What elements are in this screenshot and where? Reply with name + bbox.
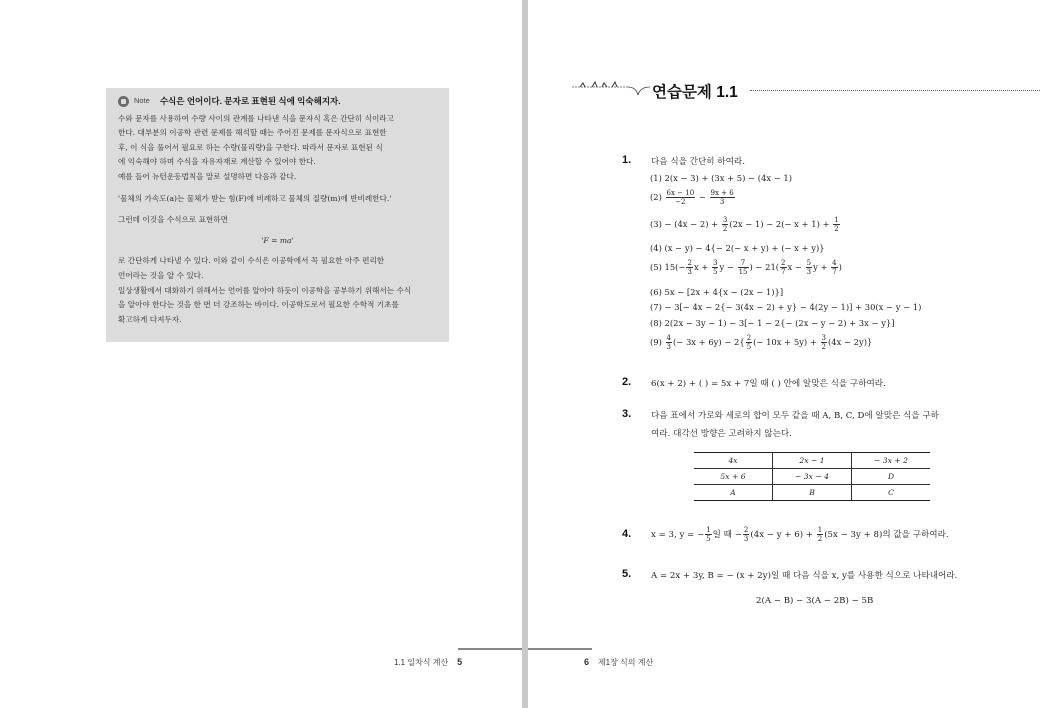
fraction: $\frac{4}{3}$ (666, 334, 672, 351)
fraction: $\frac{4}{7}$ (832, 259, 837, 276)
subproblem-2 (650, 189, 736, 206)
problem-text: A = 2x + 3y, B = − (x + 2y)일 때 다음 식을 x, y를 사용한 식으로 나타내어라. (651, 571, 958, 581)
problem-number: 2. (622, 376, 632, 388)
subproblem-8: (8) 2(2x − 3y − 1) − 3[− 1 − 2{− (2x − y − 2) + 3x − y}] (650, 318, 895, 328)
header-dotted-rule (750, 90, 1040, 91)
note-line: 한다. 대부분의 이공학 관련 문제를 해석할 때는 주어진 문제를 문자식으로 표현한 (118, 128, 387, 138)
fraction: $\frac{1}{5}$ (706, 526, 711, 543)
footer-left (394, 657, 462, 668)
note-line: 예를 들어 뉴턴운동법칙을 말로 설명하면 다음과 같다. (118, 171, 297, 181)
note-box (106, 88, 449, 342)
header-decoration-icon (572, 79, 652, 101)
table-cell: A (694, 485, 773, 501)
fraction: $\frac{6x - 10}{-2}$ (666, 189, 695, 206)
problem-text: 6(x + 2) + ( ) = 5x + 7일 때 ( ) 안에 알맞은 식을 구하여라. (651, 379, 886, 389)
table-cell: 4x (694, 453, 773, 469)
problem-number: 5. (622, 568, 632, 580)
problem-5-expression: 2(A − B) − 3(A − 2B) − 5B (756, 596, 874, 606)
fraction: $\frac{3}{2}$ (722, 216, 728, 233)
note-tag: Note (134, 96, 150, 105)
subproblem-5: (5) 15(− $\frac{2}{3}$ x + $\frac{3}{5}$ y − $\frac{7}{15}$ ) − 21( $\frac{2}{7}$ x − $\frac{5}{3}$ y + $\frac{4}{7}$ ) (650, 259, 842, 276)
problem-number: 1. (622, 154, 632, 166)
problem-number: 4. (622, 528, 632, 540)
note-title: 수식은 언어이다. 문자로 표현된 식에 익숙해지자. (159, 96, 341, 106)
subproblem-6: (6) 5x − [2x + 4{x − (2x − 1)}] (650, 287, 784, 297)
note-formula: 'F = ma' (261, 235, 294, 245)
fraction: $\frac{5}{3}$ (806, 259, 812, 276)
subproblem-9: (9) $\frac{4}{3}$ (− 3x + 6y) − 2{ $\frac{2}{5}$ (− 10x + 5y) + $\frac{3}{2}$ (4x − 2y)} (650, 334, 873, 351)
note-line: 로 간단하게 나타낼 수 있다. 이와 같이 수식은 이공학에서 꼭 필요한 아주 편리한 (118, 256, 385, 266)
table-cell: − 3x − 4 (773, 469, 852, 485)
footer-right (584, 657, 653, 668)
table-cell: B (773, 485, 852, 501)
problem-text: x = 3, y = − $\frac{1}{5}$ 일 때 − $\frac{2}{3}$ (4x − y + 6) + $\frac{1}{2}$ (5x − 3y + 8)의 값을 구하여라. (651, 526, 949, 543)
problem-text: 여라. 대각선 방향은 고려하지 않는다. (651, 429, 792, 439)
table-row (694, 485, 930, 501)
table-cell: D (852, 469, 931, 485)
note-line: 후, 이 식을 풀어서 필요로 하는 수량(물리량)을 구한다. 따라서 문자로 표현된 식 (118, 142, 383, 152)
note-line: 확고하게 다져두자. (118, 314, 182, 324)
page-number-right: 6 (584, 657, 590, 667)
sum-table (694, 452, 930, 501)
fraction: $\frac{3}{5}$ (713, 259, 718, 276)
table-cell: − 3x + 2 (852, 453, 931, 469)
table-cell: 2x − 1 (773, 453, 852, 469)
note-intro: 그런데 이것을 수식으로 표현하면 (118, 215, 228, 225)
page-number-left: 5 (457, 657, 463, 667)
fraction: $\frac{3}{2}$ (821, 334, 826, 351)
sub-label: (2) (650, 192, 662, 202)
footer-rule-right (528, 648, 592, 650)
note-line: 일상생활에서 대화하기 위해서는 언어를 알아야 하듯이 이공학을 공부하기 위해서는 수식 (118, 285, 412, 295)
note-icon (118, 96, 129, 107)
subproblem-1: (1) 2(x − 3) + (3x + 5) − (4x − 1) (650, 173, 792, 183)
note-line: 을 알아야 한다는 것을 한 번 더 강조하는 바이다. 이공학도로서 필요한 수학적 기초를 (118, 300, 399, 310)
fraction: $\frac{2}{3}$ (743, 526, 749, 543)
table-row (694, 469, 930, 485)
note-line: 수와 문자를 사용하여 수량 사이의 관계를 나타낸 식을 문자식 혹은 간단히 식이라고 (118, 113, 394, 123)
operator: − (698, 192, 706, 202)
fraction: $\frac{2}{3}$ (687, 259, 692, 276)
problem-text: 다음 식을 간단히 하여라. (651, 157, 745, 167)
problem-number: 3. (622, 408, 632, 420)
fraction: $\frac{1}{2}$ (817, 526, 823, 543)
section-title: 연습문제 1.1 (652, 84, 738, 101)
note-line: 언어라는 것을 알 수 있다. (118, 270, 204, 280)
subproblem-7: (7) − 3[− 4x − 2{− 3(4x − 2) + y} − 4(2y − 1)] + 30(x − y − 1) (650, 302, 922, 312)
fraction: $\frac{9x + 6}{3}$ (710, 189, 734, 206)
fraction: $\frac{7}{15}$ (738, 259, 748, 276)
fraction: $\frac{2}{5}$ (746, 334, 752, 351)
subproblem-3: (3) − (4x − 2) + $\frac{3}{2}$ (2x − 1) − 2(− x + 1) + $\frac{1}{2}$ (650, 216, 839, 233)
fraction: $\frac{1}{2}$ (834, 216, 839, 233)
subproblem-4: (4) (x − y) − 4{− 2(− x + y) + (− x + y)} (650, 243, 825, 253)
note-quote: '물체의 가속도(a)는 물체가 받는 힘(F)에 비례하고 물체의 질량(m)에 반비례한다.' (118, 193, 392, 203)
problem-text: 다음 표에서 가로와 세로의 합이 모두 같을 때 A, B, C, D에 알맞은 식을 구하 (651, 411, 939, 421)
note-line: 에 익숙해야 하며 수식을 자유자재로 계산할 수 있어야 한다. (118, 157, 316, 167)
footer-right-label: 제1장 식의 계산 (597, 658, 654, 667)
note-header (118, 94, 437, 109)
footer-left-label: 1.1 일차식 계산 (394, 658, 449, 667)
table-cell: C (852, 485, 931, 501)
table-cell: 5x + 6 (694, 469, 773, 485)
fraction: $\frac{2}{7}$ (781, 259, 786, 276)
table-row (694, 453, 930, 469)
footer-rule-left (458, 648, 522, 650)
